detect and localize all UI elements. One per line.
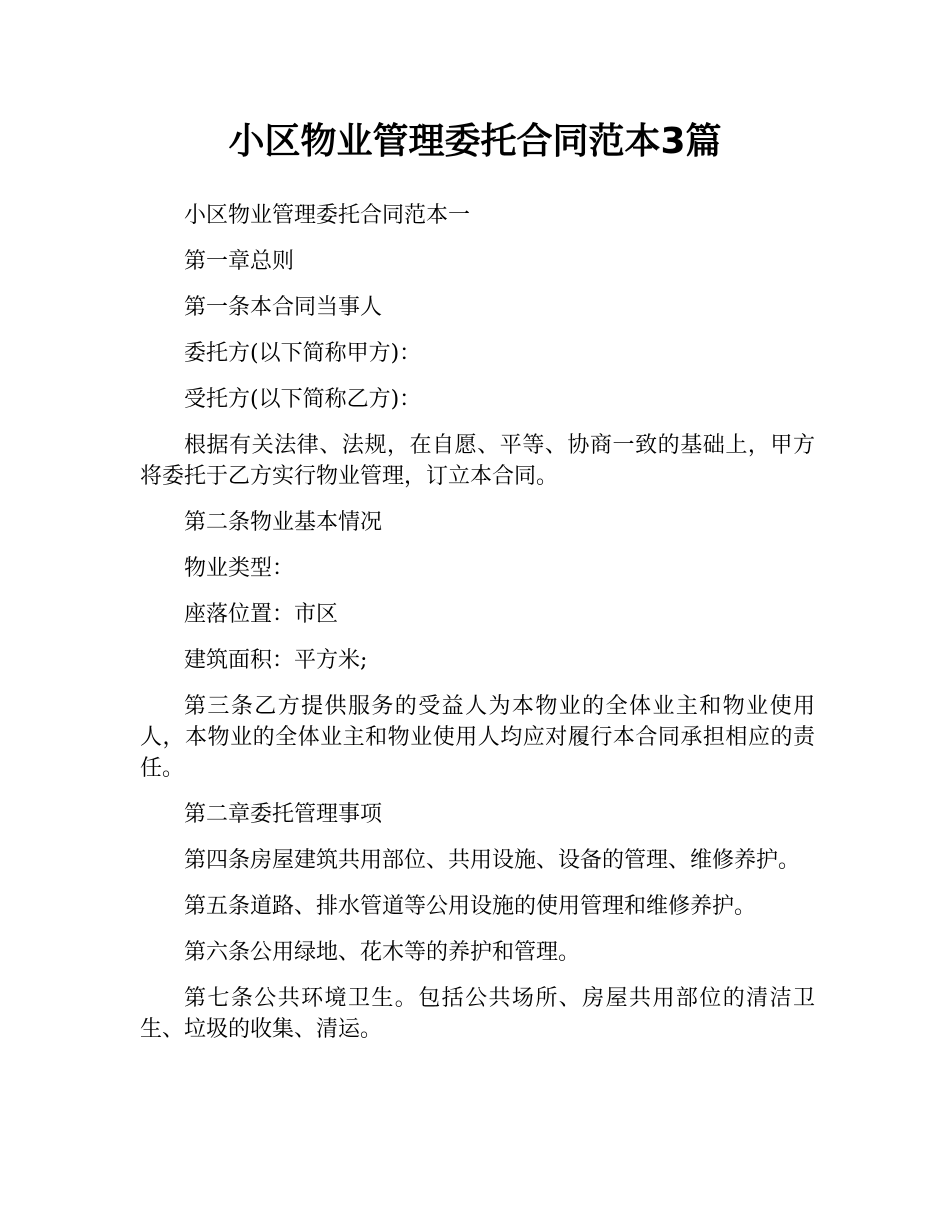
article-paragraph: 第五条道路、排水管道等公用设施的使用管理和维修养护。 (184, 894, 757, 919)
party-b-line: 受托方(以下简称乙方)： (184, 387, 422, 412)
body-paragraph: 根据有关法律、法规，在自愿、平等、协商一致的基础上，甲方将委托于乙方实行物业管理，订立本合同。 (140, 433, 815, 489)
document-title: 小区物业管理委托合同范本3篇 (228, 121, 722, 162)
party-a-line: 委托方(以下简称甲方)： (184, 341, 422, 366)
article-paragraph: 第四条房屋建筑共用部位、共用设施、设备的管理、维修养护。 (184, 848, 801, 873)
floor-area-line: 建筑面积：平方米; (184, 648, 368, 673)
body-paragraph: 第三条乙方提供服务的受益人为本物业的全体业主和物业使用人，本物业的全体业主和物业使用人均应对履行本合同承担相应的责任。 (140, 694, 815, 781)
article-heading: 第二条物业基本情况 (184, 510, 383, 535)
article-heading: 第一条本合同当事人 (184, 295, 383, 320)
property-type-line: 物业类型： (184, 556, 295, 581)
location-line: 座落位置：市区 (184, 602, 339, 627)
chapter-heading: 第二章委托管理事项 (184, 802, 383, 827)
section-heading: 小区物业管理委托合同范本一 (184, 203, 471, 228)
article-paragraph: 第六条公用绿地、花木等的养护和管理。 (184, 940, 581, 965)
document-body (140, 200, 815, 1060)
article-paragraph: 第七条公共环境卫生。包括公共场所、房屋共用部位的清洁卫生、垃圾的收集、清运。 (140, 986, 815, 1042)
chapter-heading: 第一章总则 (184, 249, 295, 274)
